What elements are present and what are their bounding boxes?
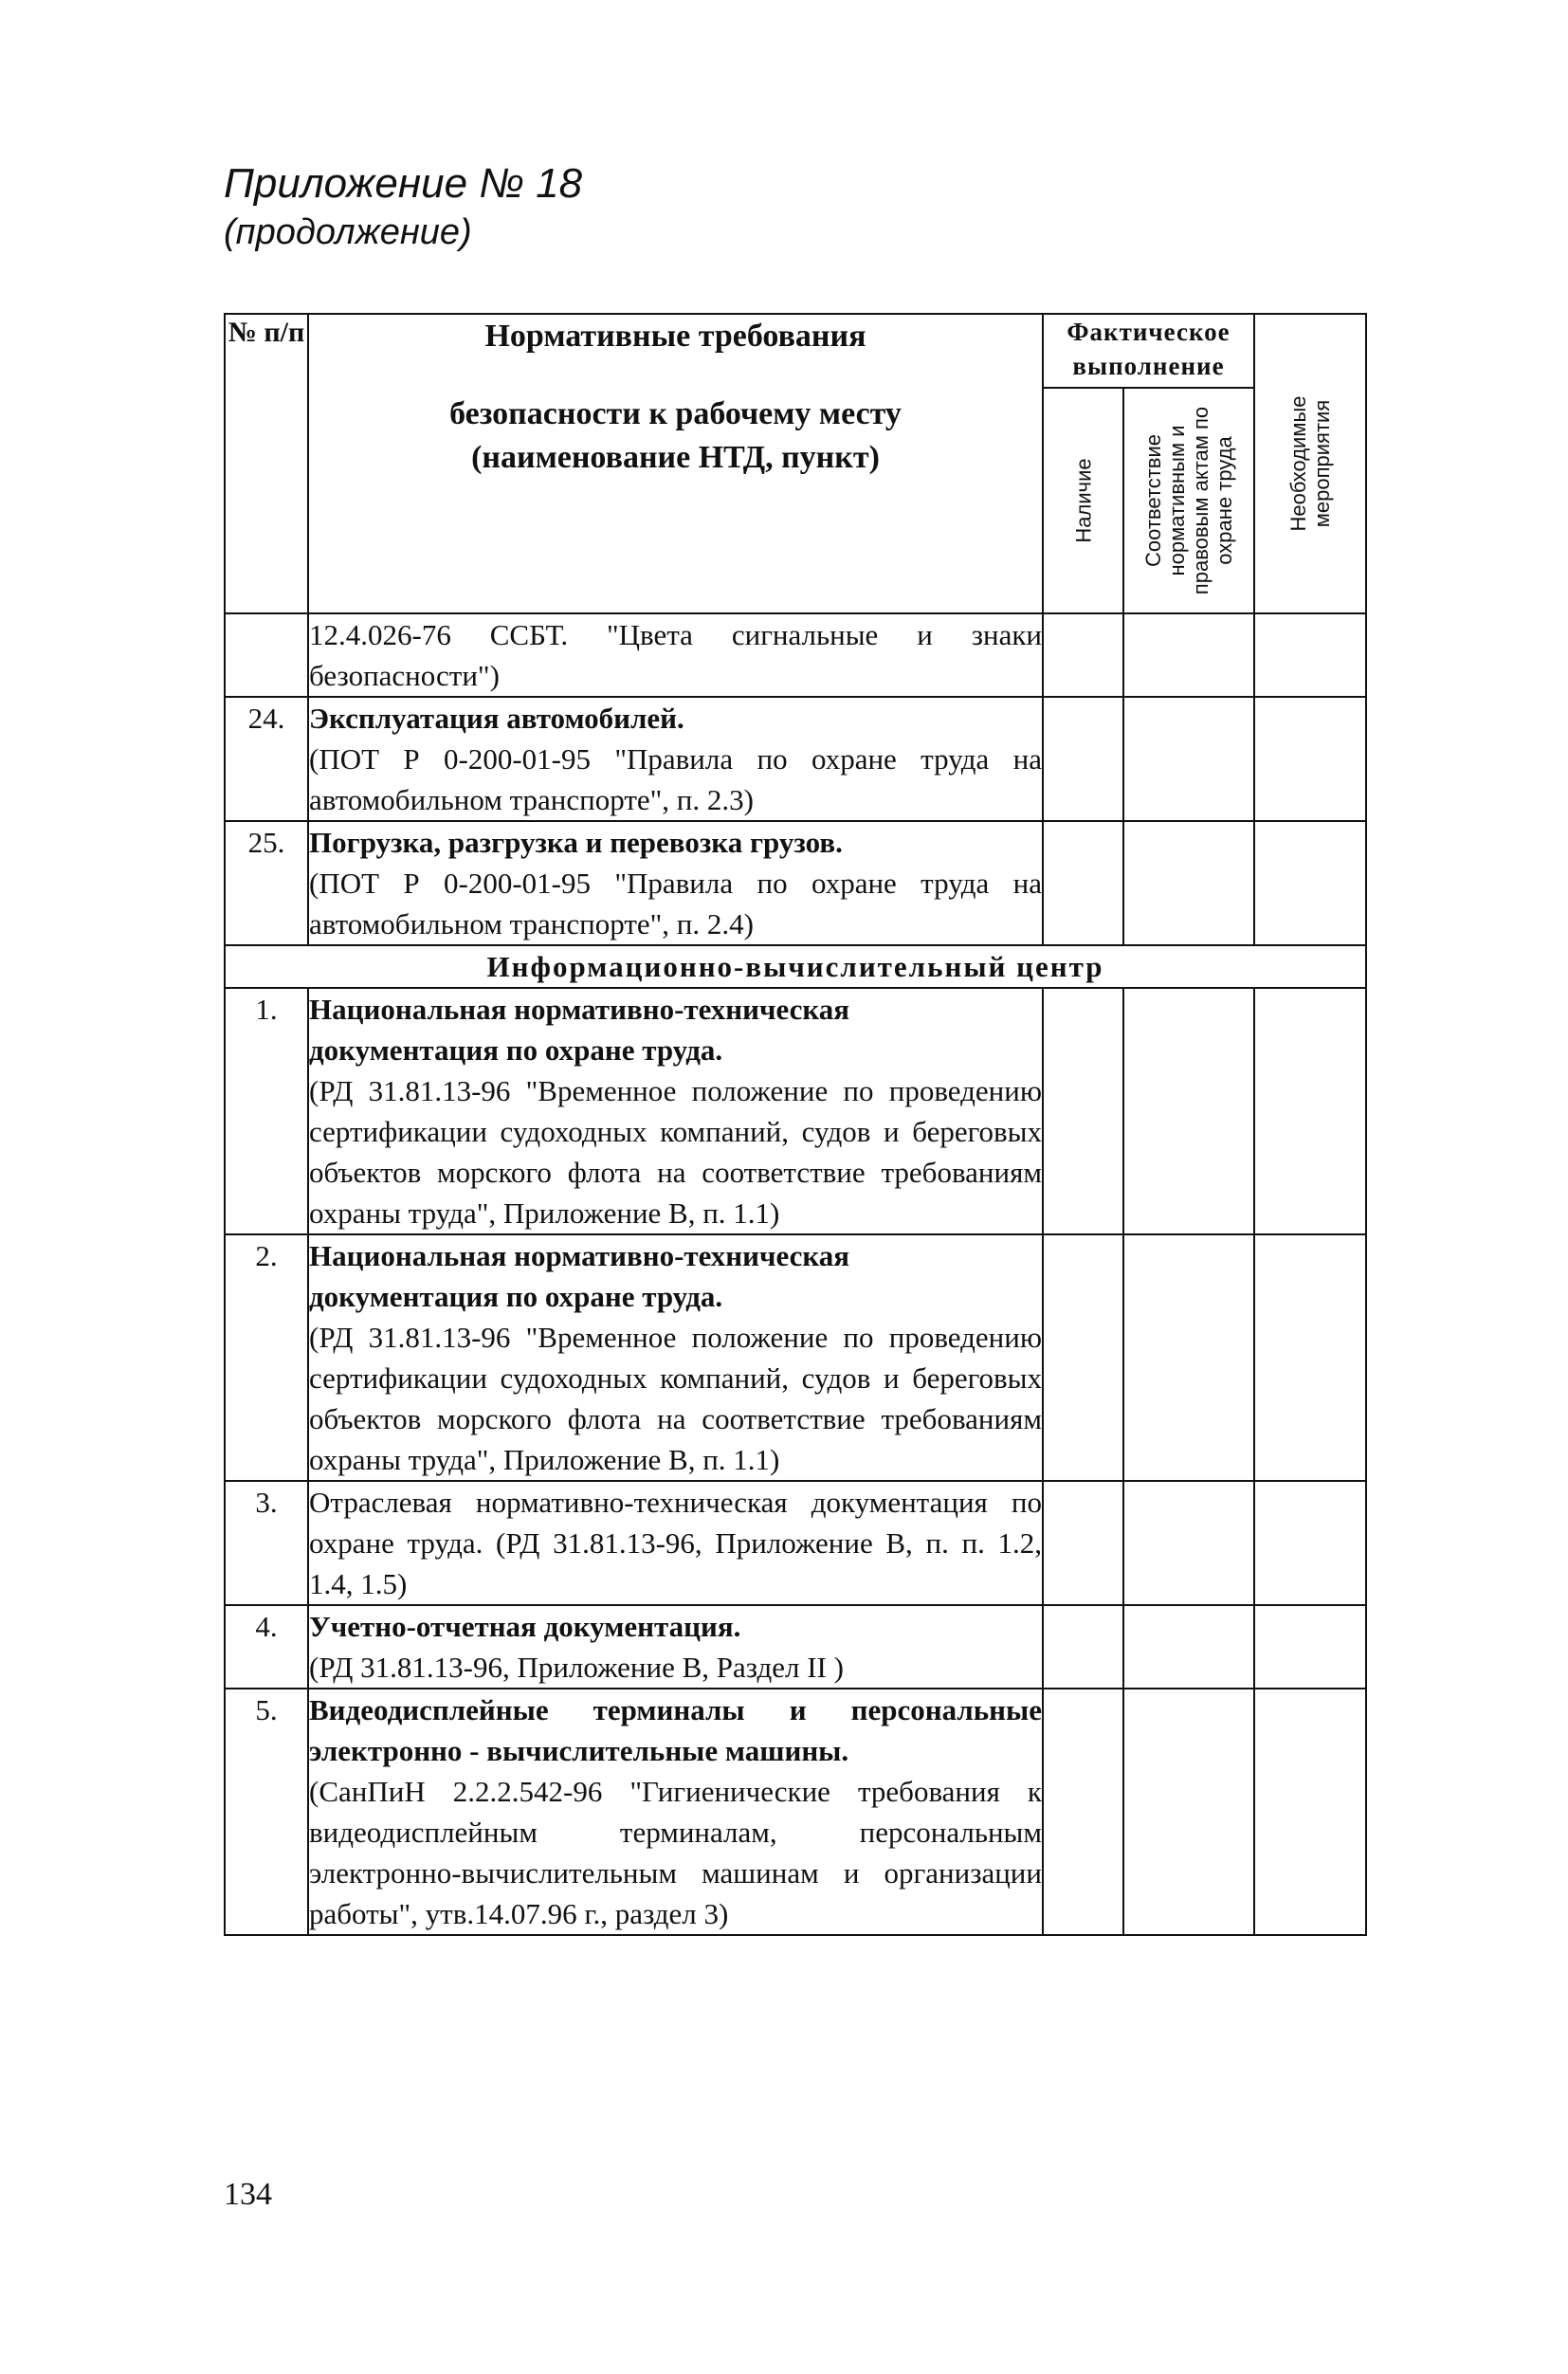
column-header-presence [1043, 388, 1123, 613]
column-header-actual-execution: Фактическое выполнение [1043, 314, 1254, 388]
cell-compliance [1123, 697, 1254, 821]
row-requirement-body: (РД 31.81.13-96, Приложение В, Раздел II ) [309, 1651, 844, 1684]
cell-compliance [1123, 613, 1254, 697]
cell-measures [1254, 1481, 1366, 1605]
row-number: 5. [225, 1689, 308, 1935]
cell-compliance [1123, 1234, 1254, 1481]
column-header-requirements [308, 314, 1043, 613]
cell-presence [1043, 1481, 1123, 1605]
cell-presence [1043, 988, 1123, 1234]
row-requirement-body: (ПОТ Р 0-200-01-95 "Правила по охране труда на автомобильном транспорте", п. 2.4) [309, 867, 1042, 940]
row-requirement [308, 1689, 1043, 1935]
row-requirement [308, 821, 1043, 945]
row-requirement [308, 988, 1043, 1234]
table-row [225, 1689, 1366, 1935]
table-row [225, 1605, 1366, 1689]
row-requirement-body: (РД 31.81.13-96 "Временное положение по проведению сертификации судоходных компаний, судов и береговых объектов морского флота на соответствие требованиям охраны труда", Приложение В, п. 1.1) [309, 1321, 1042, 1476]
section-title: Информационно-вычислительный центр [225, 945, 1366, 988]
cell-measures [1254, 988, 1366, 1234]
column-header-requirements-line2: безопасности к рабочему месту [449, 396, 902, 431]
column-header-number: № п/п [225, 314, 308, 613]
row-number: 3. [225, 1481, 308, 1605]
row-requirement-title: Эксплуатация автомобилей. [309, 702, 684, 735]
table-row [225, 697, 1366, 821]
row-number: 24. [225, 697, 308, 821]
cell-compliance [1123, 988, 1254, 1234]
cell-presence [1043, 821, 1123, 945]
cell-measures [1254, 1689, 1366, 1935]
column-header-presence-text: Наличие [1071, 458, 1095, 543]
column-header-requirements-line1: Нормативные требования [484, 319, 866, 354]
appendix-title: Приложение № 18 [224, 160, 583, 207]
row-requirement-title: Видеодисплейные терминалы и персональные электронно - вычислительные машины. [309, 1693, 1042, 1767]
row-requirement-body: 12.4.026-76 ССБТ. "Цвета сигнальные и знаки безопасности") [309, 618, 1042, 692]
cell-presence [1043, 1234, 1123, 1481]
page-number: 134 [224, 2177, 272, 2212]
row-requirement-title: Национальная нормативно-техническая документация по охране труда. [309, 1239, 850, 1313]
appendix-subtitle: (продолжение) [224, 212, 472, 252]
cell-compliance [1123, 1689, 1254, 1935]
row-requirement-title: Погрузка, разгрузка и перевозка грузов. [309, 826, 843, 859]
row-requirement-title: Национальная нормативно-техническая документация по охране труда. [309, 993, 850, 1067]
row-requirement [308, 1605, 1043, 1689]
cell-presence [1043, 1689, 1123, 1935]
row-number [225, 613, 308, 697]
column-header-measures [1254, 314, 1366, 613]
section-row [225, 945, 1366, 988]
row-requirement-title: Учетно-отчетная документация. [309, 1610, 741, 1643]
row-number: 4. [225, 1605, 308, 1689]
row-requirement-body: Отраслевая нормативно-техническая документация по охране труда. (РД 31.81.13-96, Приложение В, п. п. 1.2, 1.4, 1.5) [309, 1486, 1042, 1600]
cell-presence [1043, 613, 1123, 697]
row-number: 25. [225, 821, 308, 945]
table-row [225, 1481, 1366, 1605]
column-header-compliance [1123, 388, 1254, 613]
table-row [225, 821, 1366, 945]
row-number: 2. [225, 1234, 308, 1481]
column-header-measures-text: Необходимые мероприятия [1286, 395, 1334, 532]
cell-measures [1254, 1605, 1366, 1689]
row-requirement [308, 613, 1043, 697]
table-row [225, 613, 1366, 697]
row-number: 1. [225, 988, 308, 1234]
cell-measures [1254, 1234, 1366, 1481]
column-header-compliance-text: Соответствие нормативным и правовым актам по охране труда [1141, 406, 1236, 595]
cell-measures [1254, 613, 1366, 697]
cell-presence [1043, 1605, 1123, 1689]
cell-compliance [1123, 1605, 1254, 1689]
column-header-requirements-line3: (наименование НТД, пункт) [471, 440, 880, 475]
row-requirement-body: (СанПиН 2.2.2.542-96 "Гигиенические требования к видеодисплейным терминалам, персональным электронно-вычислительным машинам и организации работы", утв.14.07.96 г., раздел 3) [309, 1775, 1042, 1930]
cell-presence [1043, 697, 1123, 821]
cell-measures [1254, 697, 1366, 821]
row-requirement [308, 1481, 1043, 1605]
cell-compliance [1123, 821, 1254, 945]
cell-compliance [1123, 1481, 1254, 1605]
row-requirement [308, 697, 1043, 821]
row-requirement-body: (РД 31.81.13-96 "Временное положение по проведению сертификации судоходных компаний, судов и береговых объектов морского флота на соответствие требованиям охраны труда", Приложение В, п. 1.1) [309, 1074, 1042, 1230]
table-row [225, 988, 1366, 1234]
row-requirement-body: (ПОТ Р 0-200-01-95 "Правила по охране труда на автомобильном транспорте", п. 2.3) [309, 742, 1042, 816]
table-row [225, 1234, 1366, 1481]
row-requirement [308, 1234, 1043, 1481]
cell-measures [1254, 821, 1366, 945]
requirements-table [224, 313, 1367, 1936]
